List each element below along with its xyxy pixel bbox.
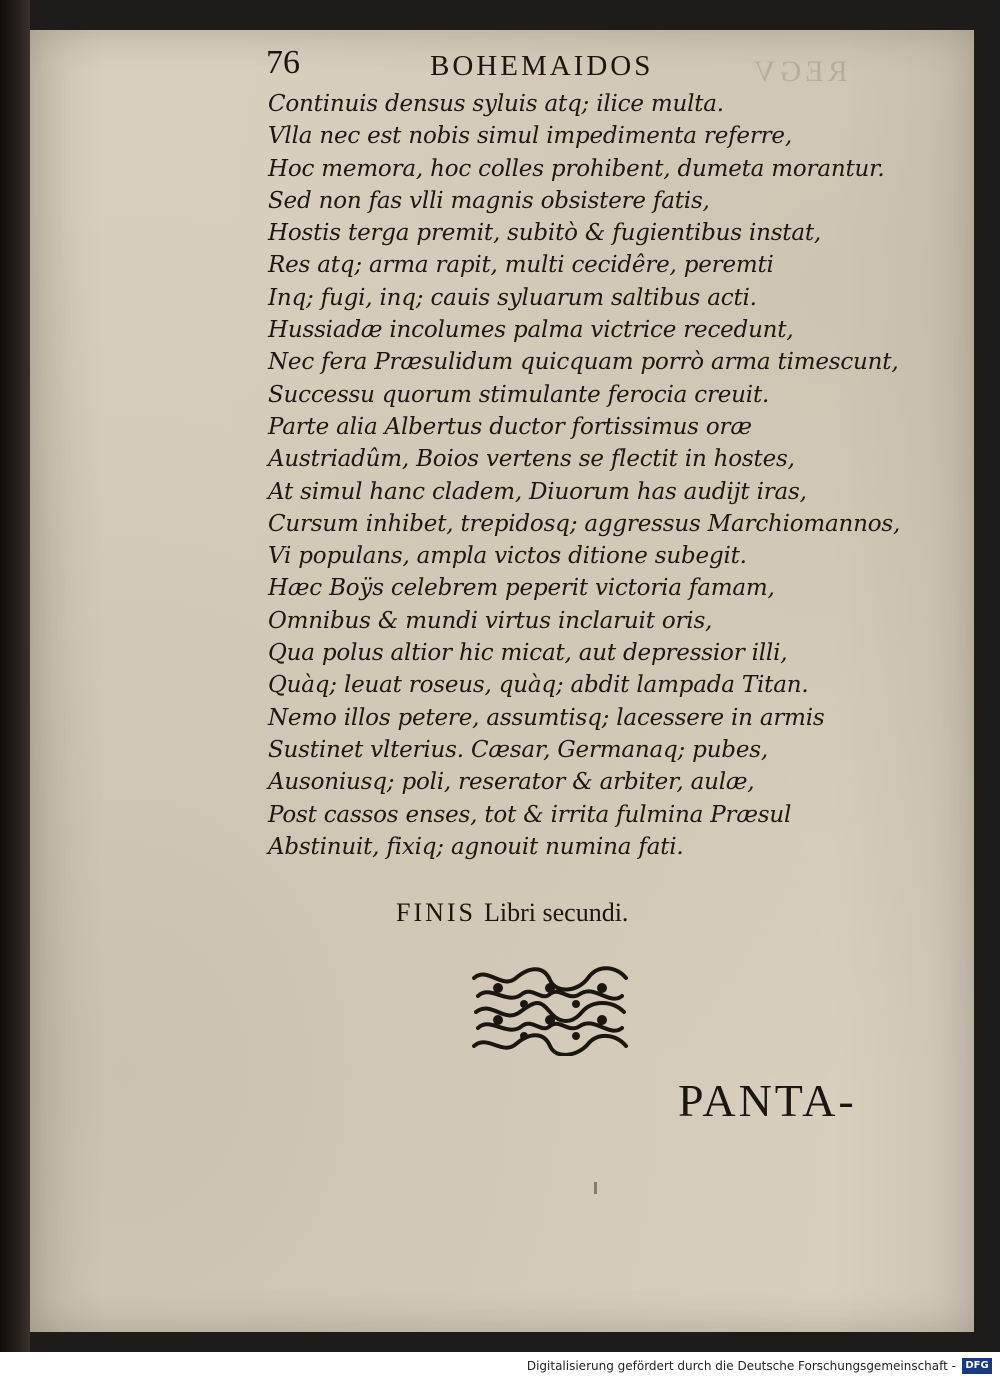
finis-caps: FINIS <box>396 898 477 927</box>
verse-line: At simul hanc cladem, Diuorum has audijt iras, <box>268 478 807 505</box>
verse-line: Parte alia Albertus ductor fortissimus oræ <box>268 413 752 440</box>
verse-line: Sed non fas vlli magnis obsistere fatis, <box>268 187 710 214</box>
verse-line: Vi populans, ampla victos ditione subegit. <box>268 543 747 570</box>
paper-speck <box>594 1182 597 1194</box>
verse-line: Omnibus & mundi virtus inclaruit oris, <box>268 607 713 634</box>
verse-line: Quàq; leuat roseus, quàq; abdit lampada Titan. <box>268 672 809 699</box>
verse-line: Ausoniusq; poli, reserator & arbiter, aulæ, <box>268 769 755 796</box>
running-head: BOHEMAIDOS <box>430 50 654 82</box>
book-edge <box>0 0 30 1352</box>
footer-bar <box>0 1352 1000 1382</box>
dfg-logo: DFG <box>962 1358 992 1374</box>
finis-line <box>396 898 628 928</box>
page-number: 76 <box>266 44 300 81</box>
verse-line: Hæc Boÿs celebrem peperit victoria famam, <box>268 575 775 602</box>
verse-line: Successu quorum stimulante ferocia creuit. <box>268 381 770 408</box>
verse-line: Hussiadæ incolumes palma victrice recedunt, <box>268 317 794 344</box>
verse-line: Continuis densus syluis atq; ilice multa. <box>268 91 724 117</box>
finis-rest: Libri secundi. <box>484 898 629 927</box>
verse-line: Hostis terga premit, subitò & fugientibus instat, <box>268 220 822 247</box>
verse-line: Hoc memora, hoc colles prohibent, dumeta morantur. <box>268 155 885 182</box>
show-through-ghost: REGV <box>750 55 848 88</box>
verse-line: Res atq; arma rapit, multi cecidêre, peremti <box>268 252 774 279</box>
verse-line: Qua polus altior hic micat, aut depressior illi, <box>268 640 788 667</box>
verse-line: Inq; fugi, inq; cauis syluarum saltibus acti. <box>268 284 757 311</box>
verse-line: Nec fera Præsulidum quicquam porrò arma timescunt, <box>268 349 899 376</box>
book-page <box>30 30 974 1332</box>
verse-line: Vlla nec est nobis simul impedimenta referre, <box>268 123 792 150</box>
verse-line: Post cassos enses, tot & irrita fulmina Præsul <box>268 801 792 828</box>
catchword: PANTA- <box>678 1075 857 1126</box>
printers-ornament <box>468 966 632 1056</box>
footer-credit: Digitalisierung gefördert durch die Deutsche Forschungsgemeinschaft - <box>526 1359 956 1373</box>
verse-lines <box>268 88 948 863</box>
verse-line: Austriadûm, Boios vertens se flectit in hostes, <box>268 446 795 473</box>
verse-line: Nemo illos petere, assumtisq; lacessere in armis <box>268 704 825 731</box>
verse-line: Sustinet vlterius. Cæsar, Germanaq; pubes, <box>268 736 768 763</box>
verse-line: Abstinuit, fixiq; agnouit numina fati. <box>268 833 684 860</box>
verse-line: Cursum inhibet, trepidosq; aggressus Marchiomannos, <box>268 510 901 537</box>
